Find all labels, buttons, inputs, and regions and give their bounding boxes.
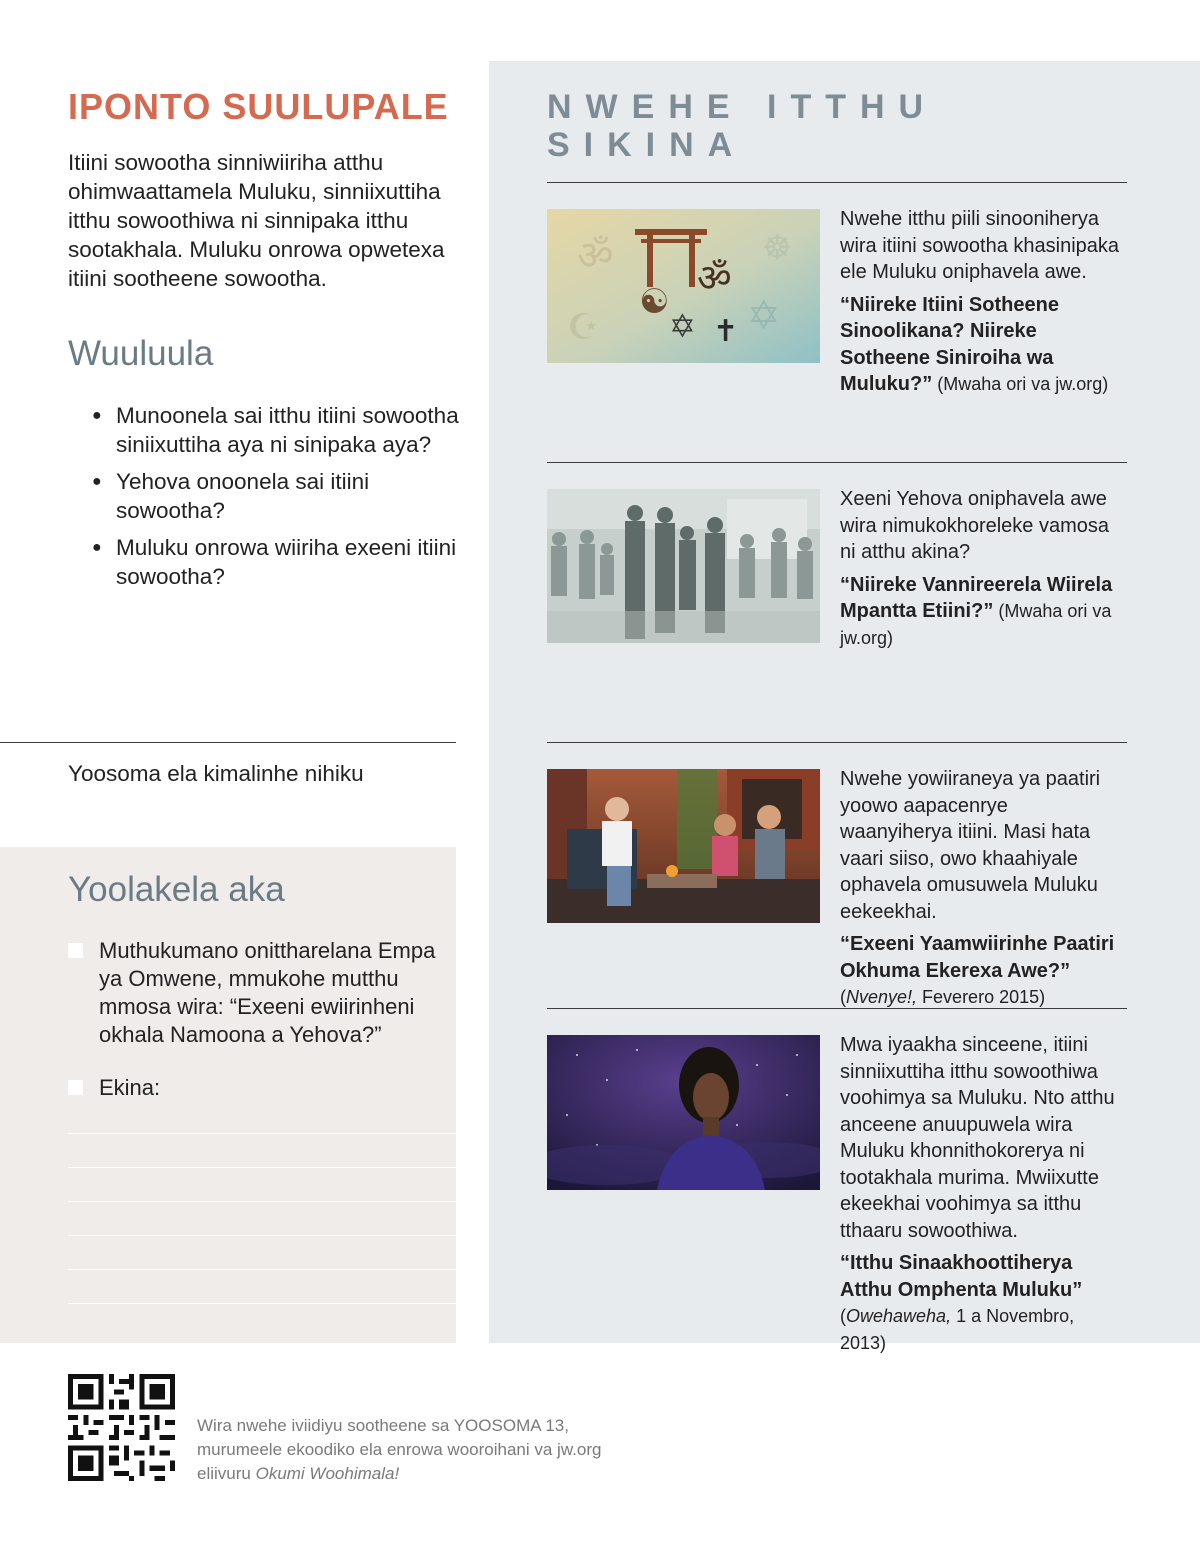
item-description: Nwehe yowiiraneya ya paatiri yoowo aapacenrye waanyiherya itiini. Masi hata vaari siiso, owo khaahiyale ophavela omusuwela Muluku eekeekhai. xyxy=(840,768,1101,923)
reference-source: (Mwaha ori va jw.org) xyxy=(932,374,1109,394)
explore-item-text xyxy=(840,766,1125,1011)
goal-checkbox[interactable] xyxy=(68,943,83,958)
summary-text: Itiini sowootha sinniwiiriha atthu ohimwaattamela Muluku, sinniixuttiha itthu sowoothiwa ni sinnipaka itthu sootakhala. Muluku onrowa opwetexa itiini sootheene sowootha. xyxy=(68,150,445,291)
item-divider xyxy=(547,1008,1127,1009)
bullet-icon: ● xyxy=(92,539,102,556)
explore-heading: NWEHE ITTHU SIKINA xyxy=(547,88,938,164)
write-line[interactable] xyxy=(68,1235,456,1236)
item-reference[interactable] xyxy=(840,1250,1125,1356)
item-divider xyxy=(547,742,1127,743)
item-reference[interactable] xyxy=(840,931,1125,1011)
explore-item-text xyxy=(840,1032,1125,1356)
reference-source: (Mwaha ori va jw.org) xyxy=(840,601,1112,648)
explore-item-text xyxy=(840,206,1125,398)
reference-title: “Itthu Sinaakhoottiherya Atthu Omphenta Muluku” xyxy=(840,1252,1083,1301)
write-line[interactable] xyxy=(68,1167,456,1168)
svg-text:☸: ☸ xyxy=(762,228,793,268)
item-description: Nwehe itthu piili sinooniherya wira itiini sowootha khasinipaka ele Muluku oniphavela awe. xyxy=(840,208,1120,283)
footer-text: Wira nwehe iviidiyu sootheene sa YOOSOMA 13, murumeele ekoodiko ela enrowa wooroihani va jw.org eliivuru Okumi Woohimala! xyxy=(197,1416,602,1483)
svg-text:☪: ☪ xyxy=(567,307,600,348)
review-question xyxy=(92,467,462,525)
svg-text:✝: ✝ xyxy=(713,314,739,349)
svg-text:☯: ☯ xyxy=(639,282,670,322)
item-divider xyxy=(547,462,1127,463)
item-description: Mwa iyaakha sinceene, itiini sinniixuttiha itthu sowoothiwa voohimya sa Muluku. Nto atthu anceene anuupuwela wira Muluku khonnithokorerya ni tootakhala murima. Mwiixutte ekeekhai voohimya sa itthu tthaaru sowoothiwa. xyxy=(840,1034,1115,1242)
item-reference[interactable] xyxy=(840,572,1125,652)
review-question-text: Muluku onrowa wiiriha exeeni itiini sowootha? xyxy=(116,535,457,589)
review-question-text: Munoonela sai itthu itiini sowootha siniixuttiha aya ni sinipaka aya? xyxy=(116,403,459,457)
review-question-text: Yehova onoonela sai itiini sowootha? xyxy=(116,469,370,523)
review-heading: Wuuluula xyxy=(68,334,214,373)
summary-heading: IPONTO SUULUPALE xyxy=(68,86,449,127)
review-question-list xyxy=(92,401,462,599)
goal-item xyxy=(68,937,438,1049)
write-line[interactable] xyxy=(68,1201,456,1202)
review-question xyxy=(92,401,462,459)
svg-text:ॐ: ॐ xyxy=(697,256,732,300)
goal-text: Muthukumano onittharelana Empa ya Omwene, mmukohe mutthu mmosa wira: “Exeeni ewiirinheni okhala Namoona a Yehova?” xyxy=(99,938,436,1047)
gathering-people-image xyxy=(547,489,820,643)
bullet-icon: ● xyxy=(92,407,102,424)
studied-date-label: Yoosoma ela kimalinhe nihiku xyxy=(68,761,364,786)
reference-source: (Nvenye!, Feverero 2015) xyxy=(840,987,1046,1007)
explore-item-text xyxy=(840,486,1125,651)
goal-item xyxy=(68,1074,438,1102)
goal-text: Ekina: xyxy=(99,1075,161,1100)
goal-checkbox[interactable] xyxy=(68,1080,83,1095)
reference-title: “Niireke Vannireerela Wiirela Mpantta Etiini?” xyxy=(840,573,1113,622)
svg-text:✡: ✡ xyxy=(747,293,781,339)
review-question xyxy=(92,533,462,591)
item-reference[interactable] xyxy=(840,292,1125,398)
woman-night-sky-image xyxy=(547,1035,820,1190)
reference-title: “Exeeni Yaamwiirinhe Paatiri Okhuma Ekerexa Awe?” xyxy=(840,933,1115,982)
write-line[interactable] xyxy=(68,1303,456,1304)
bullet-icon: ● xyxy=(92,473,102,490)
religious-symbols-image xyxy=(547,209,820,363)
goals-heading: Yoolakela aka xyxy=(68,870,285,909)
conversation-image xyxy=(547,769,820,923)
write-line[interactable] xyxy=(68,1133,456,1134)
qr-code-icon[interactable] xyxy=(68,1374,175,1481)
svg-text:ॐ: ॐ xyxy=(577,233,614,279)
reference-source: (Owehaweha, 1 a Novembro, 2013) xyxy=(840,1306,1075,1353)
svg-text:✡: ✡ xyxy=(669,307,696,345)
item-description: Xeeni Yehova oniphavela awe wira nimukokhoreleke vamosa ni atthu akina? xyxy=(840,488,1110,563)
reference-title: “Niireke Itiini Sotheene Sinoolikana? Niireke Sotheene Siniroiha wa Muluku?” xyxy=(840,293,1059,395)
item-divider xyxy=(547,182,1127,183)
write-line[interactable] xyxy=(68,1269,456,1270)
section-divider xyxy=(0,742,456,743)
